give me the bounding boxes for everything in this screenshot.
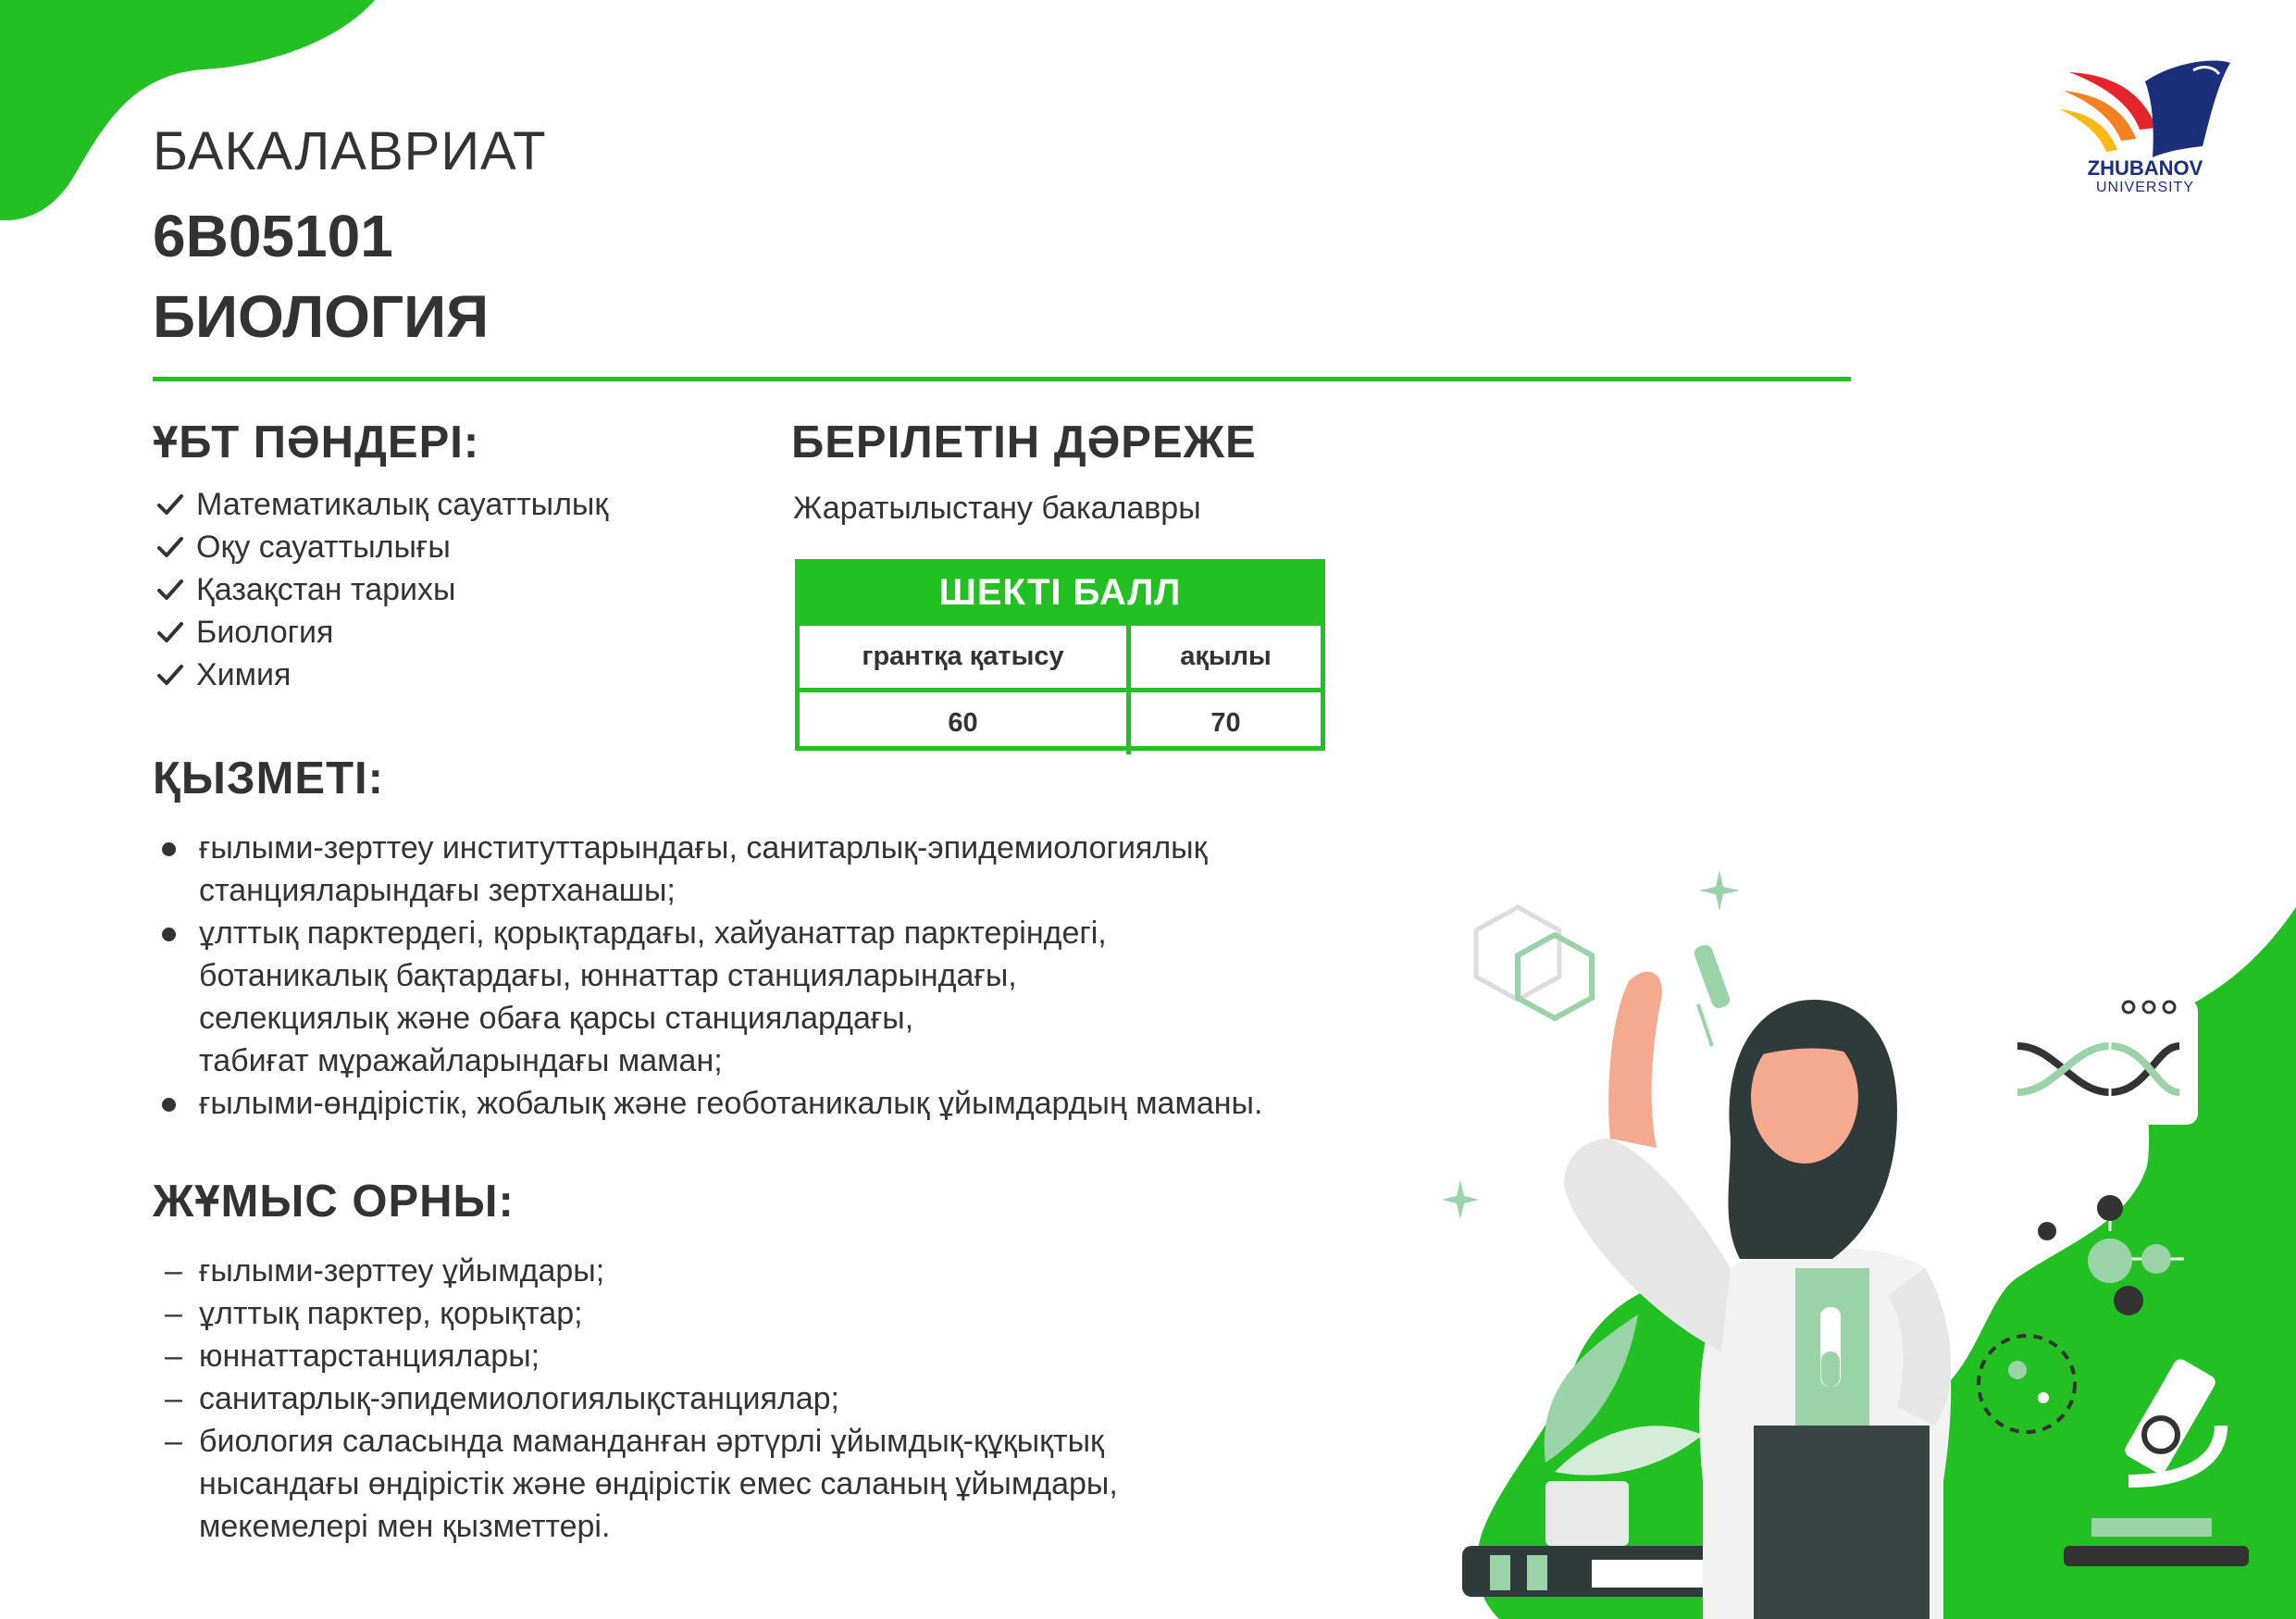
- check-icon: [155, 617, 185, 647]
- table-header-row: [800, 621, 1321, 688]
- degree-level: БАКАЛАВРИАТ: [153, 121, 547, 181]
- list-item: [155, 483, 608, 526]
- score-paid: 70: [1210, 708, 1241, 738]
- workplaces-list: [165, 1250, 1442, 1548]
- subject-label: Оқу сауаттылығы: [196, 529, 451, 565]
- list-item: [165, 1420, 1442, 1548]
- list-item-line: ғылыми-зерттеу институттарындағы, санитарлық-эпидемиологиялық: [199, 830, 1208, 866]
- subject-label: Математикалық сауаттылық: [196, 486, 609, 522]
- logo-subtitle: UNIVERSITY: [2095, 180, 2194, 195]
- logo-name: ZHUBANOV: [2087, 156, 2203, 180]
- list-item-line: нысандағы өндірістік және өндірістік емес саланың ұйымдары,: [199, 1466, 1118, 1501]
- list-item-line: – ұлттық парктер, қорықтар;: [199, 1296, 583, 1331]
- green-corner-shape: [0, 0, 389, 222]
- list-item: [162, 1082, 1458, 1125]
- column-header-grant: грантқа қатысу: [800, 626, 1131, 688]
- list-item: [165, 1250, 1442, 1292]
- list-item-line: селекциялық және обаға қарсы станциялардағы,: [199, 1001, 914, 1036]
- list-item-line: – ғылыми-зерттеу ұйымдары;: [199, 1253, 605, 1289]
- list-item: [165, 1377, 1442, 1420]
- check-icon: [155, 490, 185, 519]
- list-item: [165, 1335, 1442, 1377]
- degree-title: БЕРІЛЕТІН ДӘРЕЖЕ: [791, 417, 1257, 467]
- check-icon: [155, 575, 185, 604]
- program-code: 6В05101: [153, 203, 393, 269]
- check-icon: [155, 532, 185, 562]
- list-item-line: – биология саласында маманданған әртүрлі ұйымдық-құқықтық: [199, 1424, 1104, 1459]
- scientist-illustration: [1425, 833, 2296, 1619]
- list-item: [162, 827, 1458, 912]
- list-item-line: – юннаттарстанциялары;: [199, 1339, 540, 1374]
- subject-label: Химия: [196, 656, 292, 692]
- header-divider: [153, 377, 1851, 381]
- list-item: [155, 568, 608, 611]
- list-item-line: станцияларындағы зертханашы;: [199, 873, 676, 908]
- list-item-line: ұлттық парктердегі, қорықтардағы, хайуанаттар парктеріндегі,: [199, 915, 1107, 951]
- list-item-line: ботаникалық бақтардағы, юннаттар станцияларындағы,: [199, 958, 1017, 993]
- list-item-line: табиғат мұражайларындағы маман;: [199, 1043, 723, 1078]
- list-item: [155, 611, 608, 654]
- list-item: [155, 654, 608, 696]
- threshold-score-table: [795, 559, 1325, 751]
- list-item: [162, 912, 1458, 1082]
- table-row: [800, 688, 1321, 754]
- check-icon: [155, 660, 185, 690]
- services-title: ҚЫЗМЕТІ:: [153, 753, 384, 803]
- subject-label: Биология: [196, 614, 334, 650]
- list-item-line: ғылыми-өндірістік, жобалық және геоботаникалық ұйымдардың маманы.: [199, 1086, 1263, 1121]
- degree-value: Жаратылыстану бакалавры: [793, 491, 1201, 526]
- threshold-title: ШЕКТІ БАЛЛ: [800, 564, 1321, 621]
- column-header-paid: ақылы: [1180, 641, 1272, 671]
- services-list: [162, 827, 1458, 1125]
- workplaces-title: ЖҰМЫС ОРНЫ:: [153, 1177, 515, 1227]
- program-title: БИОЛОГИЯ: [153, 283, 490, 350]
- list-item: [165, 1292, 1442, 1335]
- list-item: [155, 526, 608, 568]
- score-grant: 60: [800, 692, 1131, 754]
- ent-subjects-list: [155, 483, 608, 696]
- list-item-line: мекемелері мен қызметтері.: [199, 1509, 611, 1544]
- ent-subjects-title: ҰБТ ПӘНДЕРІ:: [153, 417, 480, 467]
- list-item-line: – санитарлық-эпидемиологиялықстанциялар;: [199, 1381, 839, 1416]
- subject-label: Қазақстан тарихы: [196, 571, 456, 607]
